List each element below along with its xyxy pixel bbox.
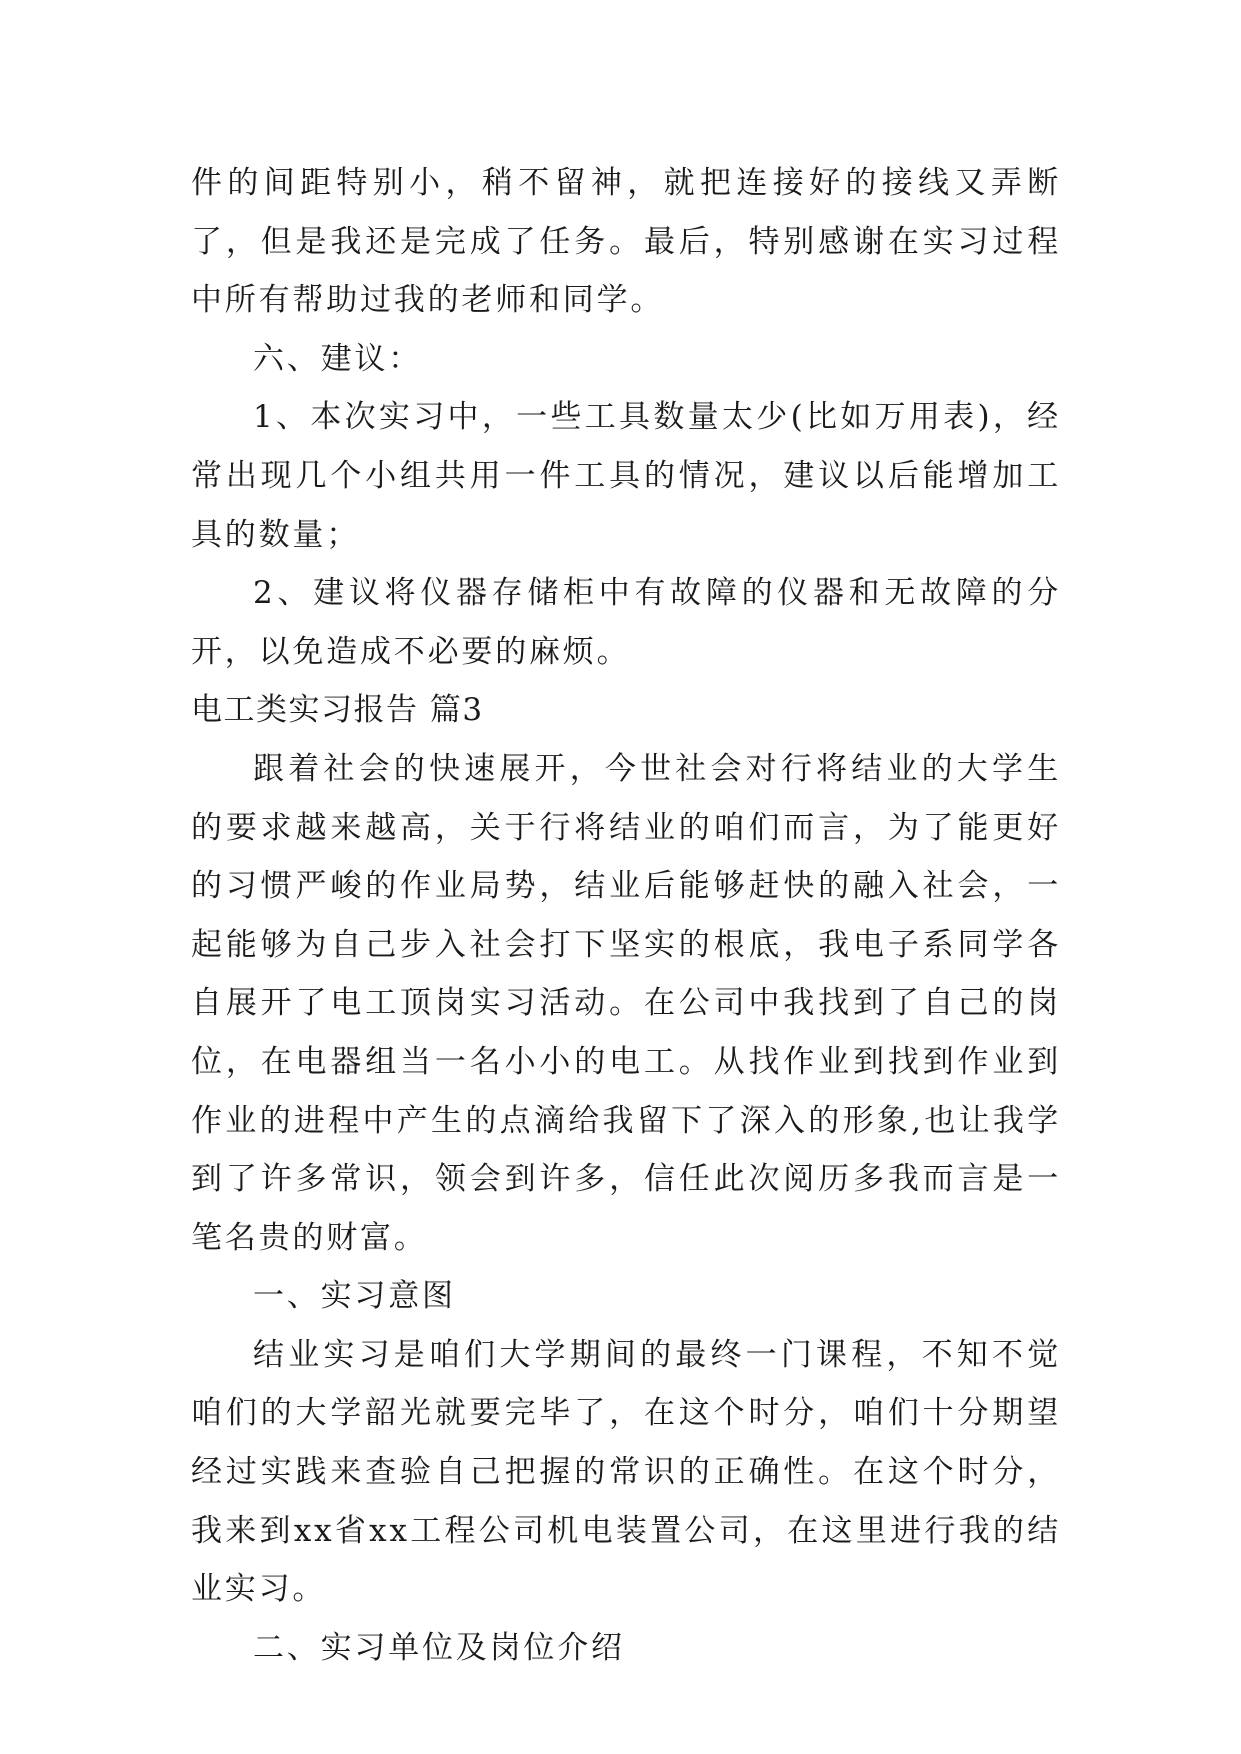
intro-paragraph: 跟着社会的快速展开，今世社会对行将结业的大学生的要求越来越高，关于行将结业的咱们而言，为了能更好的习惯严峻的作业局势，结业后能够赶快的融入社会，一起能够为自己步入社会打下坚实的根底，我电子系同学各自展开了电工顶岗实习活动。在公司中我找到了自己的岗位，在电器组当一名小小的电工。从找作业到找到作业到作业的进程中产生的点滴给我留下了深入的形象,也让我学到了许多常识，领会到许多，信任此次阅历多我而言是一笔名贵的财富。 — [191, 750, 1061, 1256]
document-body — [191, 154, 1061, 1677]
paragraph-continuation: 件的间距特别小，稍不留神，就把连接好的接线又弄断了，但是我还是完成了任务。最后，特别感谢在实习过程中所有帮助过我的老师和同学。 — [191, 165, 1061, 319]
section-one-heading: 一、实习意图 — [253, 1278, 456, 1315]
suggestion-1: 1、本次实习中，一些工具数量太少(比如万用表)，经常出现几个小组共用一件工具的情况，建议以后能增加工具的数量； — [191, 399, 1061, 553]
internship-purpose-paragraph: 结业实习是咱们大学期间的最终一门课程，不知不觉咱们的大学韶光就要完毕了，在这个时分，咱们十分期望经过实践来查验自己把握的常识的正确性。在这个时分，我来到xx省xx工程公司机电装置公司，在这里进行我的结业实习。 — [191, 1336, 1061, 1608]
section-six-heading: 六、建议： — [253, 340, 422, 377]
suggestion-2: 2、建议将仪器存储柜中有故障的仪器和无故障的分开，以免造成不必要的麻烦。 — [191, 575, 1061, 670]
section-two-heading: 二、实习单位及岗位介绍 — [253, 1629, 625, 1666]
report-title-part-3: 电工类实习报告 篇3 — [191, 692, 484, 729]
